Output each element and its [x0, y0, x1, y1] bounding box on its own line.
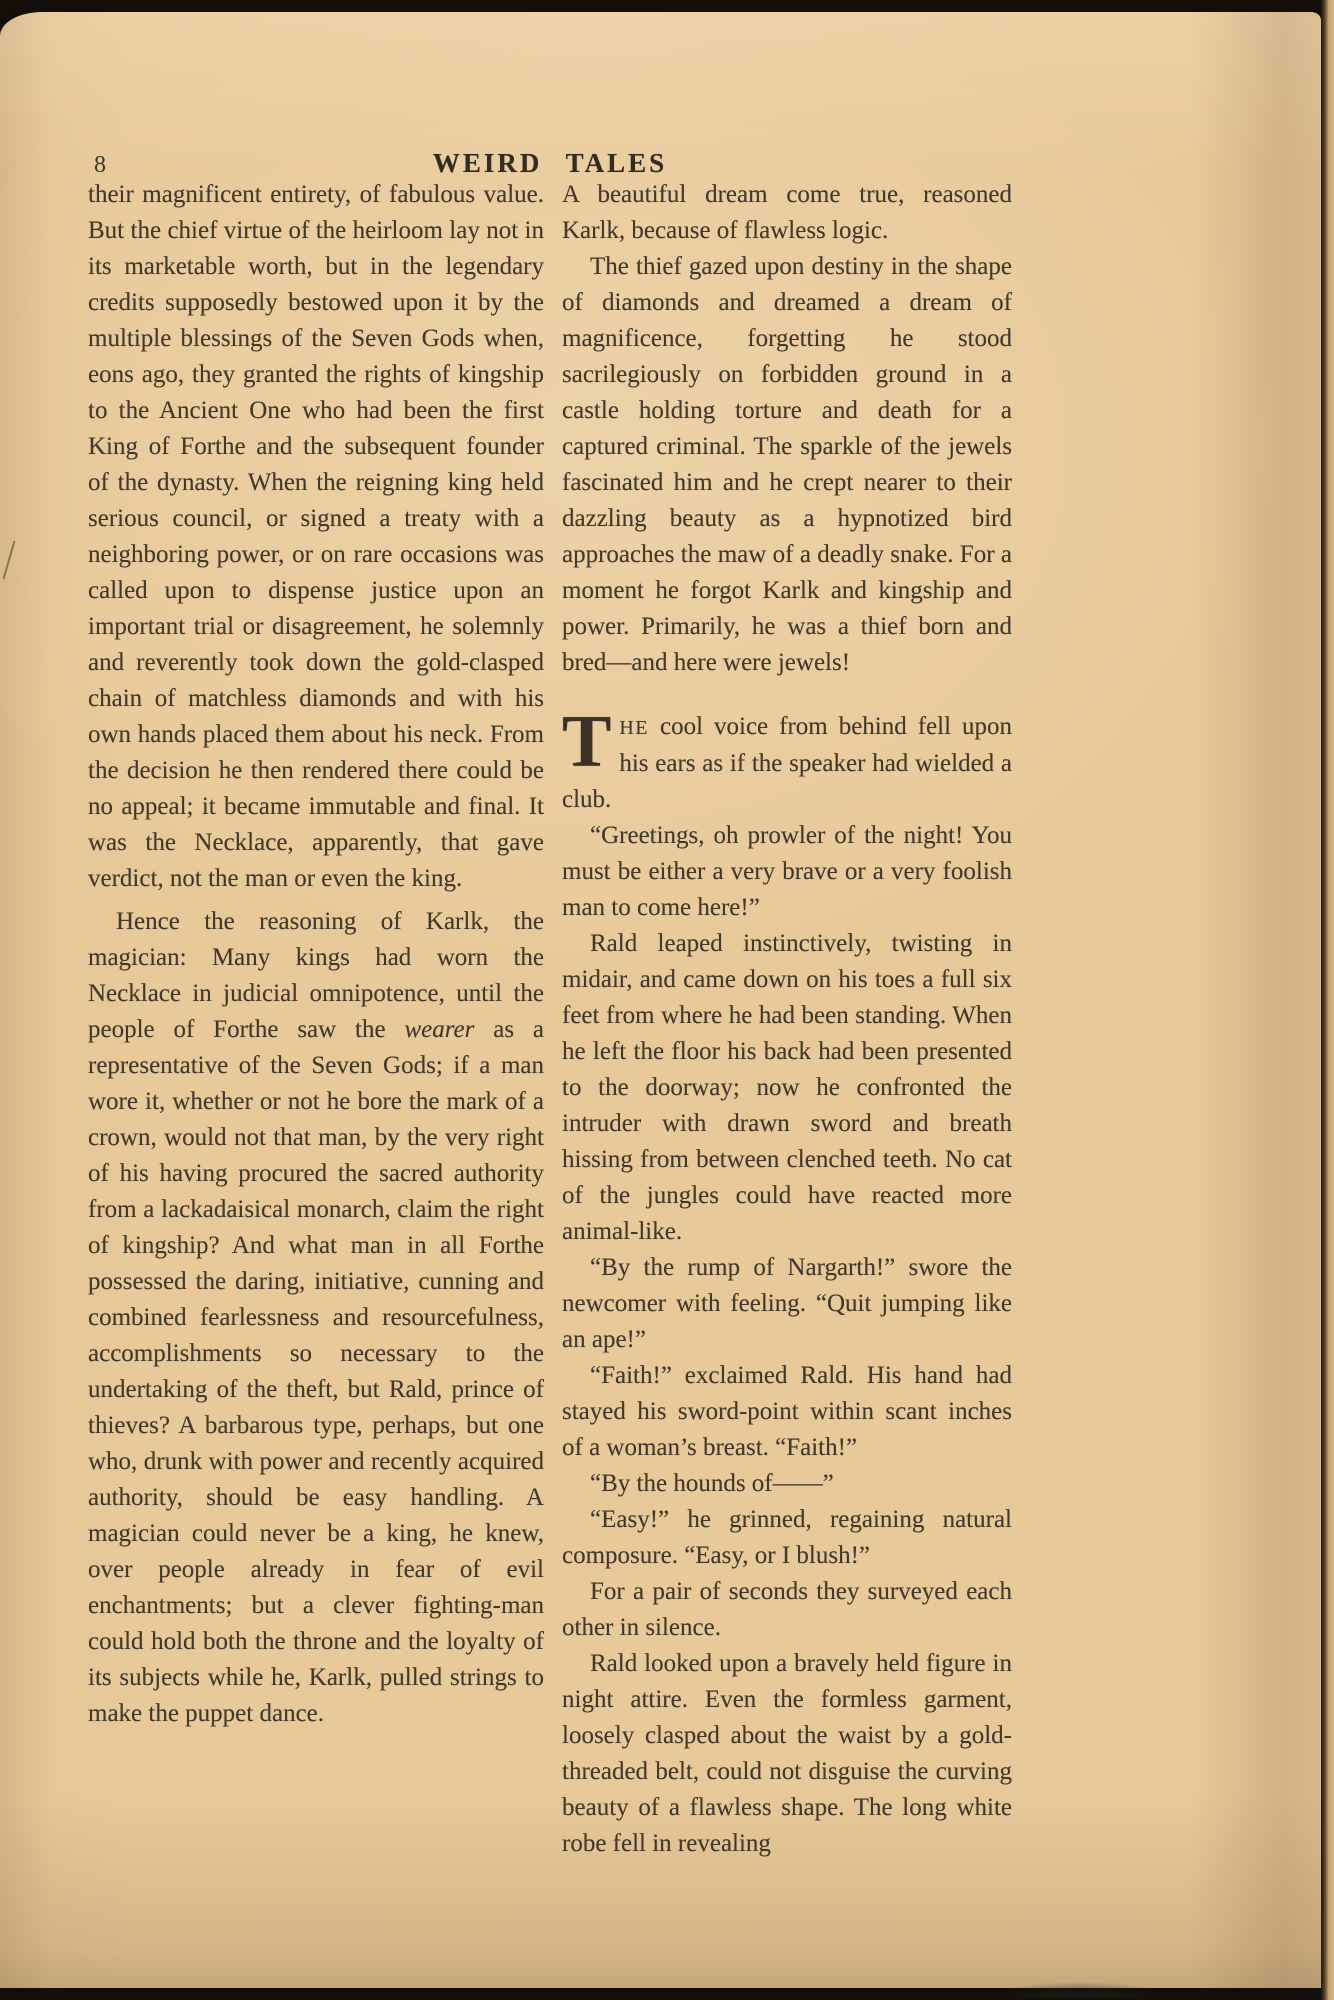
small-caps-text: HE	[619, 717, 650, 739]
body-paragraph: A beautiful dream come true, reasoned Karlk, because of flawless logic.	[562, 181, 1012, 244]
magazine-page	[0, 12, 1321, 1988]
drop-cap-letter: T	[562, 701, 612, 783]
body-paragraph: The thief gazed upon destiny in the shape of diamonds and dreamed a dream of magnificence, forgetting he stood sacrilegiously on forbidden ground in a castle holding torture and death for a captured criminal. The sparkle of the jewels fascinated him and he crept nearer to their dazzling beauty as a hypnotized bird approaches the maw of a deadly snake. For a moment he forgot Karlk and kingship and power. Primarily, he was a thief born and bred—and here were jewels!	[562, 253, 1012, 676]
page-number: 8	[94, 152, 107, 178]
scan-smudge	[985, 1982, 1175, 1998]
paragraph-text: cool voice from behind fell upon his ears as if the speaker had wielded a club.	[562, 713, 1012, 813]
body-paragraph: “Greetings, oh prowler of the night! You must be either a very brave or a very foolish man to come here!”	[562, 822, 1012, 921]
paragraph-text: as a representative of the Seven Gods; if a man wore it, whether or not he bore the mark of a crown, would not that man, by the very right of his having procured the sacred authority from a lackadaisical monarch, claim the right of kingship? And what man in all Forthe possessed the daring, initiative, cunning and combined fearlessness and resourcefulness, accomplishments so necessary to the undertaking of the theft, but Rald, prince of thieves? A barbarous type, perhaps, but one who, drunk with power and recently acquired authority, should be easy handling. A magician could never be a king, he knew, over people already in fear of evil enchantments; but a clever fighting-man could hold both the throne and the loyalty of its subjects while he, Karlk, pulled strings to make the puppet dance.	[88, 1016, 544, 1727]
body-paragraph: Rald leaped instinctively, twisting in midair, and came down on his toes a full six feet from where he had been standing. When he left the floor his back had been presented to the doorway; now he confronted the intruder with drawn sword and breath hissing from between clenched teeth. No cat of the jungles could have reacted more animal-like.	[562, 930, 1012, 1245]
scan-page-edge	[1321, 0, 1334, 2000]
italic-word: wearer	[404, 1016, 475, 1043]
pen-margin-mark	[3, 540, 16, 579]
body-paragraph: “By the hounds of——”	[590, 1470, 834, 1497]
paragraph-text: Hence the reasoning of Karlk, the magician: Many kings had worn the Necklace in judicial omnipotence, until the people of Forthe saw the	[88, 908, 544, 1043]
text-columns	[88, 177, 1012, 1862]
left-column	[88, 177, 544, 1862]
body-paragraph: For a pair of seconds they surveyed each other in silence.	[562, 1578, 1012, 1641]
body-paragraph: Rald looked upon a bravely held figure in night attire. Even the formless garment, loosely clasped about the waist by a gold-threaded belt, could not disguise the curving beauty of a flawless shape. The long white robe fell in revealing	[562, 1650, 1012, 1857]
body-paragraph: their magnificent entirety, of fabulous value. But the chief virtue of the heirloom lay not in its marketable worth, but in the legendary credits supposedly bestowed upon it by the multiple blessings of the Seven Gods when, eons ago, they granted the rights of kingship to the Ancient One who had been the first King of Forthe and the subsequent founder of the dynasty. When the reigning king held serious council, or signed a treaty with a neighboring power, or on rare occasions was called upon to dispense justice upon an important trial or disagreement, he solemnly and reverently took down the gold-clasped chain of matchless diamonds and with his own hands placed them about his neck. From the decision he then rendered there could be no appeal; it became immutable and final. It was the Necklace, apparently, that gave verdict, not the man or even the king.	[88, 181, 544, 892]
right-column	[562, 177, 1012, 1862]
body-paragraph: “Faith!” exclaimed Rald. His hand had stayed his sword-point within scant inches of a woman’s breast. “Faith!”	[562, 1362, 1012, 1461]
body-paragraph: “By the rump of Nargarth!” swore the newcomer with feeling. “Quit jumping like an ape!”	[562, 1254, 1012, 1353]
body-paragraph: “Easy!” he grinned, regaining natural composure. “Easy, or I blush!”	[562, 1506, 1012, 1569]
running-head-title: WEIRD TALES	[432, 148, 668, 178]
body-paragraph	[88, 904, 544, 1732]
section-start-paragraph	[562, 701, 1012, 818]
